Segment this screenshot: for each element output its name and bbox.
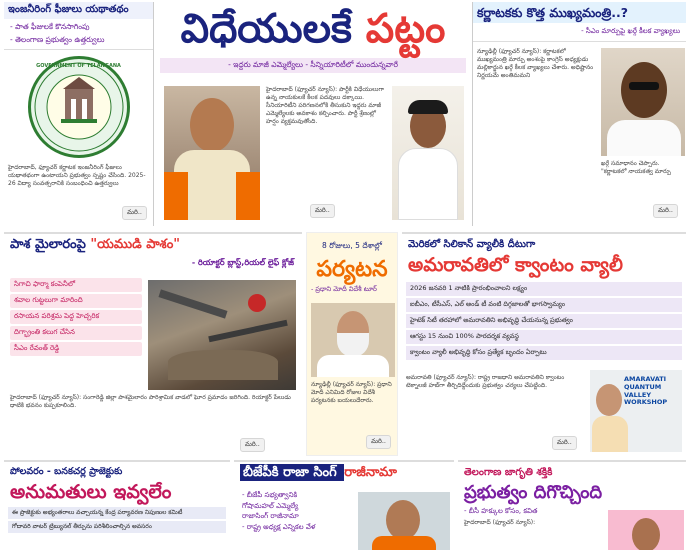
cbn-workshop-photo	[590, 370, 682, 452]
raja-headline-part2: రాజీనామా	[344, 465, 397, 480]
paryatana-headline: పర్యటన	[316, 257, 388, 282]
amaravati-kicker: మెరికలో సిలికాన్ వ్యాలీకి దీటుగా	[408, 239, 536, 250]
polavaram-bullet: ఈ ప్రాజెక్టుకు అభ్యంతరాలు వచ్చాయన్న కేంద్ర పర్యావరణ నిపుణుల కమిటీ	[8, 507, 226, 519]
amaravati-bullet: హైటెక్ సిటీ తరహాలో అమరావతిని అభివృద్ధి చేయనున్న ప్రభుత్వం	[406, 314, 682, 328]
raja-line: రాజాసింగ్ రాజీనామా	[242, 512, 299, 520]
fees-subhead-1: - పాత ఫీజులకే కొనసాగింపు	[10, 21, 90, 31]
paryatana-article	[306, 232, 398, 456]
polavaram-article	[4, 460, 230, 550]
lead-article	[160, 2, 466, 226]
kavitha-photo	[608, 510, 684, 550]
jagruti-kicker: తెలంగాణ జాగృతి శక్తికి	[464, 467, 553, 478]
amaravati-more-button[interactable]: మరి..	[552, 436, 577, 450]
karnataka-more-button[interactable]: మరి..	[653, 204, 678, 218]
amaravati-body: అమరావతి (ఫ్యూచర్ న్యూస్): రాష్ట్ర రాజధాని అమరావతిని క్వాంటం టెక్నాలజీ హబ్‌గా తీర్చిదిద్దేందుకు ప్రభుత్వం చర్యలు చేపట్టింది.	[406, 374, 565, 390]
pasha-bullet: దిగ్భ్రాంతి కలుగ చేసిన	[10, 326, 142, 340]
amaravati-bullets	[402, 280, 686, 364]
polavaram-kicker: పోలవరం - బనకచర్ల ప్రాజెక్టుకు	[10, 466, 123, 477]
pasha-bullet: సిగాచి ఫార్మా కంపెనీలో	[10, 278, 142, 292]
karnataka-article	[472, 2, 686, 226]
raja-headline-part1: బీజేపీకి రాజా సింగ్	[240, 464, 344, 481]
lead-body: హైదరాబాద్ (ఫ్యూచర్ న్యూస్): పార్టీకి విధేయులుగా ఉన్న నాయకులకే కీలక పదవులు దక్కాయి. సీనియారిటీని పరిగణనలోకి తీసుకుని ఇద్దరు మాజీ ఎమ్మెల్యేలకు అవకాశం కల్పించారు. పార్టీ శ్రేణుల్లో హర్షం వ్యక్తమవుతోంది.	[266, 86, 384, 126]
pasha-headline-part1: పాశ మైలారంపై	[10, 237, 91, 252]
pasha-bullets	[10, 278, 142, 358]
fees-more-button[interactable]: మరి..	[122, 206, 147, 220]
lead-headline-part2: పట్టం	[365, 5, 446, 52]
paryatana-more-button[interactable]: మరి..	[366, 435, 391, 449]
amaravati-bullet: క్వాంటం వ్యాలీ అభివృద్ధి కోసం ప్రత్యేక బృందం ఏర్పాటు	[406, 346, 682, 360]
jagruti-body: హైదరాబాద్ (ఫ్యూచర్ న్యూస్):	[464, 518, 536, 526]
karnataka-body: న్యూఢిల్లీ (ఫ్యూచర్ న్యూస్): కర్ణాటకలో ముఖ్యమంత్రి మార్పు అంశంపై కాంగ్రెస్ అధ్యక్షుడు మల్లికార్జున ఖర్గే కీలక వ్యాఖ్యలు చేశారు. అధిష్టానం నిర్ణయమే అంతిమమని	[477, 48, 594, 80]
polavaram-bullet: గోదావరి వాటర్ ట్రిబ్యునల్ తీర్పును పరిశీలించాల్సిన అవసరం	[8, 521, 226, 533]
raja-line: - బీజేపీ సభ్యత్వానికి	[242, 491, 298, 499]
pasha-bullet: రసాయన పరిశ్రమ పెద్ద హెచ్చరిక	[10, 310, 142, 324]
lead-more-button[interactable]: మరి..	[310, 204, 335, 218]
emblem-text: GOVERNMENT OF TELANGANA	[36, 62, 121, 69]
raja-singh-photo	[358, 492, 450, 550]
jagruti-subhead: - బీసీ హక్కుల కోసం, కవిత	[464, 506, 538, 515]
telangana-emblem	[28, 56, 130, 158]
fees-body: హైదరాబాద్, ఫ్యూచర్ కర్ణాటక ఇంజనీరింగ్ ఫీజులు యథాతథంగా ఉంటాయని ప్రభుత్వం స్పష్టం చేసింది. 2025-26 విద్యా సంవత్సరానికి సంబంధించి ఉత్తర్వులు	[8, 163, 146, 187]
paryatana-subhead: - ప్రధాని మోదీ విదేశీ టూర్	[311, 285, 377, 294]
paryatana-tag: 8 రోజులు, 5 దేశాల్లో	[322, 241, 382, 250]
amaravati-bullet: 2026 జనవరి 1 నాటికి ప్రారంభించాలని లక్ష్యం	[406, 282, 682, 296]
leader-photo-right	[392, 86, 464, 220]
kharge-photo	[601, 48, 685, 156]
raja-line: గోషామహల్ ఎమ్మెల్యే	[242, 501, 299, 510]
blast-site-photo	[148, 280, 296, 390]
amaravati-bullet: ఆగస్టు 15 నుంచి 100% పారదర్శక వ్యవస్థ	[406, 330, 682, 344]
pasha-bullet: సీఎం రేవంత్ రెడ్డి	[10, 342, 142, 356]
pasha-headline	[4, 234, 302, 256]
raja-headline	[234, 462, 454, 484]
raja-lines	[242, 490, 352, 532]
workshop-banner: AMARAVATI QUANTUM VALLEY WORKSHOP	[624, 375, 668, 407]
pasha-more-button[interactable]: మరి..	[240, 438, 265, 452]
modi-photo	[311, 303, 395, 377]
kharge-caption: ఖర్గే సమాధానం చెప్పారు. "కర్ణాటకలో నాయకత్వ మార్పు	[601, 160, 671, 176]
amaravati-headline: అమరావతిలో క్వాంటం వ్యాలీ	[408, 254, 623, 276]
pasha-bullet: శవాల గుట్టలుగా మారింది	[10, 294, 142, 308]
pasha-headline-part2: "యముడి పాశం"	[90, 237, 181, 252]
amaravati-bullet: ఐబీఎం, టీసీఎస్, ఎల్ అండ్ టీ వంటి దిగ్గజాలతో భాగస్వామ్యం	[406, 298, 682, 312]
fees-headline: ఇంజనీరింగ్ ఫీజులు యథాతథం	[4, 2, 153, 19]
fees-article	[4, 2, 154, 226]
jagruti-article	[458, 460, 686, 550]
lead-headline	[160, 2, 466, 50]
jagruti-headline: ప్రభుత్వం దిగొచ్చింది	[464, 482, 603, 503]
polavaram-headline: అనుమతులు ఇవ్వలేం	[10, 481, 172, 503]
raja-line: - రాష్ట్ర అధ్యక్ష ఎన్నికల వేళ	[242, 522, 316, 531]
leader-photo-left	[164, 86, 260, 220]
raja-article	[234, 460, 454, 550]
lead-subhead: - ఇద్దరు మాజీ ఎమ్మెల్యేలు - సీన్నియారిటీలో ముందున్నవారే	[160, 58, 466, 73]
paryatana-body: న్యూఢిల్లీ (ఫ్యూచర్ న్యూస్): ప్రధాని మోదీ ఎనిమిది రోజుల విదేశీ పర్యటనకు బయలుదేరారు.	[311, 381, 392, 405]
pasha-body: హైదరాబాద్ (ఫ్యూచర్ న్యూస్): సంగారెడ్డి జిల్లా పాశమైలారం పారిశ్రామిక వాడలో ఘోర ప్రమాదం జరిగింది. రియాక్టర్ పేలుడు ధాటికి భవనం కుప్పకూలింది.	[10, 394, 291, 410]
fees-subhead-2: - తెలంగాణ ప్రభుత్వం ఉత్తర్వులు	[4, 34, 153, 50]
pasha-article	[4, 232, 302, 456]
karnataka-headline: కర్ణాటకకు కొత్త ముఖ్యమంత్రి..?	[473, 2, 686, 23]
amaravati-article	[402, 232, 686, 456]
lead-headline-part1: విధేయులకే	[180, 5, 366, 52]
karnataka-subhead: - సీఎం మార్పుపై ఖర్గే కీలక వ్యాఖ్యలు	[473, 23, 686, 42]
pasha-subhead: - రియాక్టర్ బ్లాస్ట్,రియల్ లైఫ్ క్లోజ్	[191, 257, 294, 267]
